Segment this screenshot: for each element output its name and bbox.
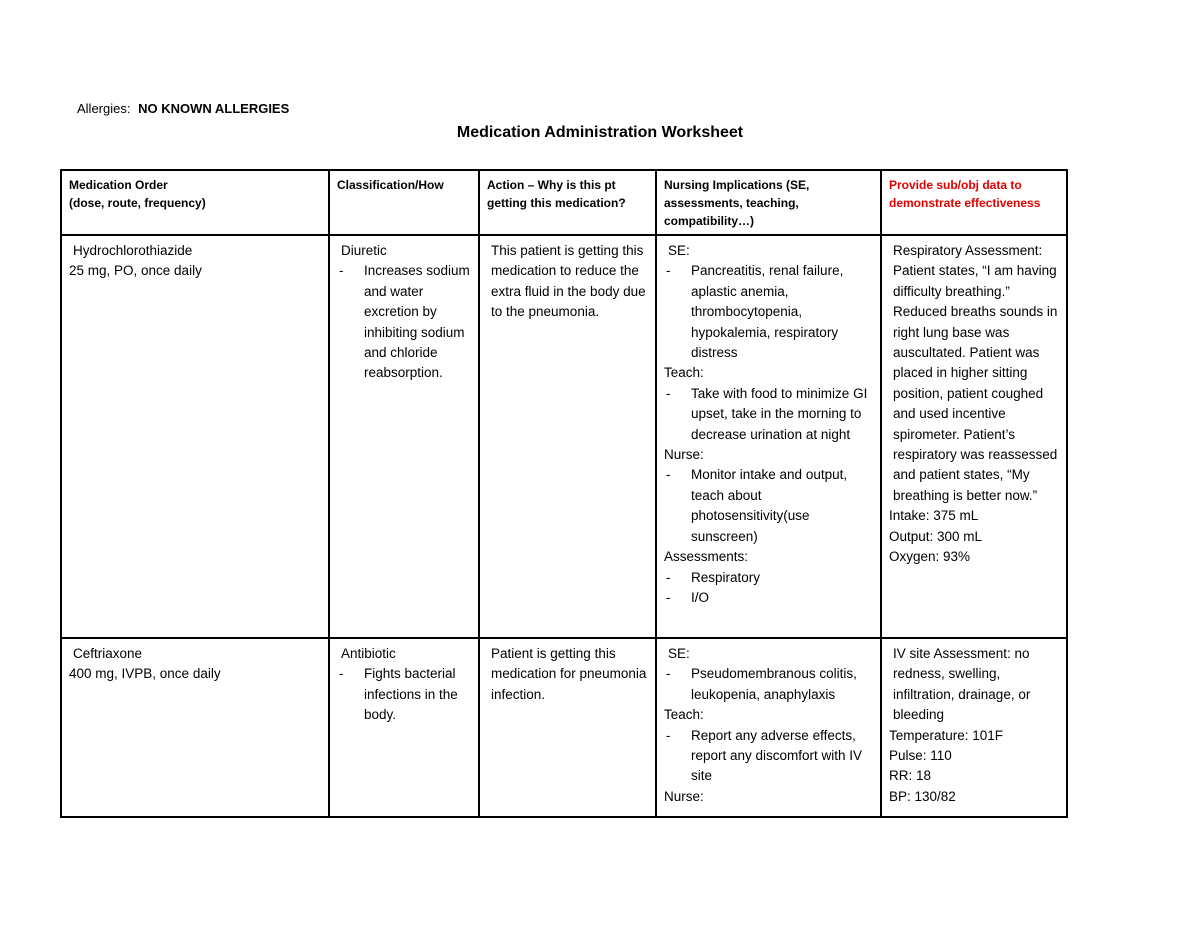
nurse-text: - Monitor intake and output, teach about photosensitivity(use sunscreen): [664, 465, 874, 547]
effectiveness-text: IV site Assessment: no redness, swelling, infiltration, drainage, or bleeding: [893, 646, 1031, 723]
page-title: Medication Administration Worksheet: [456, 124, 744, 141]
allergies-line: [77, 101, 289, 116]
data-line: Output: 300 mL: [889, 528, 983, 544]
teach-text: - Report any adverse effects, report any discomfort with IV site: [664, 726, 874, 787]
table-row: [61, 235, 1067, 638]
action-text: Patient is getting this medication for pneumonia infection.: [491, 646, 647, 702]
classification-name: Diuretic: [341, 243, 387, 258]
nurse-label: Nurse:: [664, 447, 704, 463]
teach-text: - Take with food to minimize GI upset, take in the morning to decrease urination at night: [664, 384, 874, 445]
header-effectiveness-data: Provide sub/obj data to demonstrate effectiveness: [881, 170, 1067, 235]
header-medication-order: Medication Order (dose, route, frequency): [61, 170, 329, 235]
medication-order-cell: [61, 235, 329, 638]
medication-dose: 25 mg, PO, once daily: [69, 263, 202, 279]
data-line: Oxygen: 93%: [889, 549, 971, 565]
data-line: Intake: 375 mL: [889, 508, 979, 524]
classification-name: Antibiotic: [341, 646, 396, 661]
header-classification: Classification/How: [329, 170, 479, 235]
data-line: BP: 130/82: [889, 788, 956, 804]
allergies-value: NO KNOWN ALLERGIES: [138, 101, 290, 116]
medication-name: Hydrochlorothiazide: [73, 243, 193, 258]
nursing-implications-cell: [656, 638, 881, 817]
table-row: [61, 638, 1067, 817]
nurse-label: Nurse:: [664, 788, 704, 804]
data-line: Temperature: 101F: [889, 727, 1004, 743]
classification-cell: [329, 235, 479, 638]
assessment-item: - I/O: [664, 588, 874, 608]
nursing-implications-cell: [656, 235, 881, 638]
header-row: [61, 170, 1067, 235]
assessments-label: Assessments:: [664, 549, 749, 565]
effectiveness-data-cell: [881, 235, 1067, 638]
action-text: This patient is getting this medication to reduce the extra fluid in the body due to the pneumonia.: [491, 243, 646, 320]
teach-label: Teach:: [664, 707, 704, 723]
effectiveness-data-cell: [881, 638, 1067, 817]
teach-label: Teach:: [664, 365, 704, 381]
assessment-item: - Respiratory: [664, 568, 874, 588]
medication-order-cell: [61, 638, 329, 817]
data-line: RR: 18: [889, 768, 932, 784]
data-line: Pulse: 110: [889, 748, 952, 764]
allergies-label: Allergies:: [77, 101, 131, 116]
se-text: - Pancreatitis, renal failure, aplastic anemia, thrombocytopenia, hypokalemia, respiratory distress: [664, 261, 874, 363]
classification-how: - Increases sodium and water excretion by inhibiting sodium and chloride reabsorption.: [337, 261, 472, 383]
se-label: SE:: [668, 243, 690, 258]
header-nursing-implications: Nursing Implications (SE, assessments, teaching, compatibility…): [656, 170, 881, 235]
action-cell: [479, 235, 656, 638]
effectiveness-text: Respiratory Assessment: Patient states, “I am having difficulty breathing.” Reduced breaths sounds in right lung base was auscultated. Patient was placed in higher sitting position, patient coughed and used incentive spirometer. Patient’s respiratory was reassessed and patient states, “My breathing is better now.”: [893, 243, 1058, 503]
se-text: - Pseudomembranous colitis, leukopenia, anaphylaxis: [664, 664, 874, 705]
classification-cell: [329, 638, 479, 817]
action-cell: [479, 638, 656, 817]
medication-name: Ceftriaxone: [73, 646, 143, 661]
classification-how: - Fights bacterial infections in the body.: [337, 664, 472, 725]
se-label: SE:: [668, 646, 690, 661]
header-action: Action – Why is this pt getting this medication?: [479, 170, 656, 235]
medication-dose: 400 mg, IVPB, once daily: [69, 666, 221, 682]
medication-table: [60, 169, 1068, 818]
